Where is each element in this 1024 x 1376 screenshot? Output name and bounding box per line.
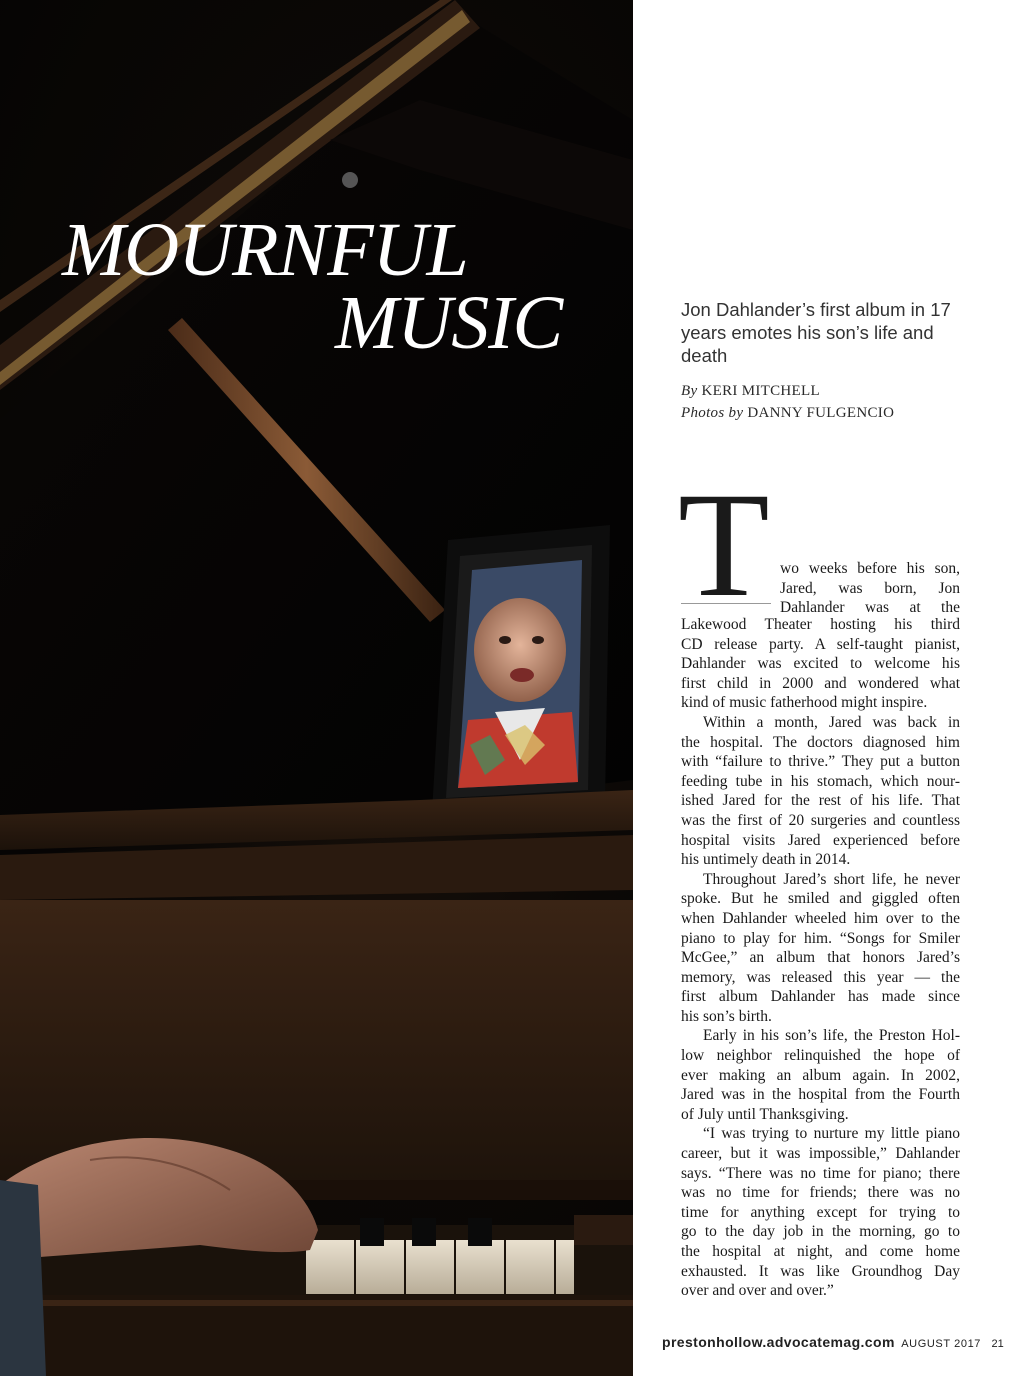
text-line: was no time for friends; there was no: [681, 1184, 960, 1202]
text-line: “I was trying to nurture my little piano: [703, 1125, 960, 1143]
photographer-name: DANNY FULGENCIO: [747, 405, 895, 421]
text-line: low neighbor relinquished the hope of: [681, 1047, 960, 1065]
text-line: wo weeks before his son,: [780, 560, 960, 577]
text-line: says. “There was no time for piano; there: [681, 1164, 960, 1182]
article-opening-lines: [780, 559, 960, 618]
text-line: Throughout Jared’s short life, he never: [703, 870, 960, 888]
page-footer: [662, 1334, 1004, 1352]
text-line: ever making an album again. In 2002,: [681, 1066, 960, 1084]
article-deck: Jon Dahlander’s first album in 17 years emotes his son’s life and death: [681, 299, 951, 366]
text-line: Jared was in the hospital from the Fourth: [681, 1086, 960, 1104]
text-line: Early in his son’s life, the Preston Hol-: [703, 1027, 960, 1045]
text-line: Within a month, Jared was back in: [703, 713, 960, 731]
author-name: KERI MITCHELL: [701, 383, 820, 399]
knob-icon: [342, 172, 358, 188]
text-line: McGee,” an album that honors Jared’s: [681, 949, 960, 967]
text-line: first child in 2000 and wondered what: [681, 674, 960, 692]
photo-frame: [432, 525, 610, 812]
text-line: exhausted. It was like Groundhog Day: [681, 1262, 960, 1280]
text-line: memory, was released this year — the: [681, 968, 960, 986]
text-line: first album Dahlander has made since: [681, 988, 960, 1006]
drop-cap: T: [678, 462, 770, 628]
text-line: with “failure to thrive.” They put a button: [681, 753, 960, 771]
text-line: feeding tube in his stomach, which nour-: [681, 772, 960, 790]
article-title-line-2: MUSIC: [335, 281, 563, 365]
text-line: CD release party. A self-taught pianist,: [681, 635, 960, 653]
issue-date: AUGUST 2017: [901, 1338, 982, 1350]
author-byline: [681, 383, 820, 400]
text-line: his son’s birth.: [681, 1007, 772, 1025]
article-body: [681, 615, 960, 1301]
text-line: go to the day job in the morning, go to: [681, 1223, 960, 1241]
text-line: Dahlander was at the: [780, 599, 960, 617]
article-title-line-1: MOURNFUL: [62, 208, 468, 292]
text-line: the hospital. The doctors diagnosed him: [681, 733, 960, 751]
base-trim: [0, 1300, 633, 1306]
text-line: ished Jared for the rest of his life. That: [681, 792, 960, 810]
piano-base: [0, 1295, 633, 1376]
text-line: Jared, was born, Jon: [780, 579, 960, 597]
text-line: of July until Thanksgiving.: [681, 1105, 849, 1123]
text-line: time for anything except for trying to: [681, 1203, 960, 1221]
text-line: Lakewood Theater hosting his third: [681, 616, 960, 633]
text-line: Dahlander was excited to welcome his: [681, 655, 960, 673]
by-label: By: [681, 383, 698, 399]
text-line: when Dahlander wheeled him over to the: [681, 909, 960, 927]
drop-cap-rule: [681, 603, 771, 604]
text-line: over and over and over.”: [681, 1282, 834, 1300]
text-line: kind of music fatherhood might inspire.: [681, 694, 928, 712]
text-line: career, but it was impossible,” Dahlander: [681, 1145, 960, 1163]
text-line: was the first of 20 surgeries and countless: [681, 811, 960, 829]
text-line: hospital visits Jared experienced before: [681, 831, 960, 849]
site-url: prestonhollow.advocatemag.com: [662, 1334, 895, 1350]
photos-by-label: Photos by: [681, 405, 744, 421]
page-number: 21: [991, 1338, 1004, 1350]
text-line: his untimely death in 2014.: [681, 851, 851, 869]
photographer-byline: [681, 405, 894, 422]
text-line: piano to play for him. “Songs for Smiler: [681, 929, 960, 947]
text-line: spoke. But he smiled and giggled often: [681, 890, 960, 908]
text-line: the hospital at night, and come home: [681, 1243, 960, 1260]
